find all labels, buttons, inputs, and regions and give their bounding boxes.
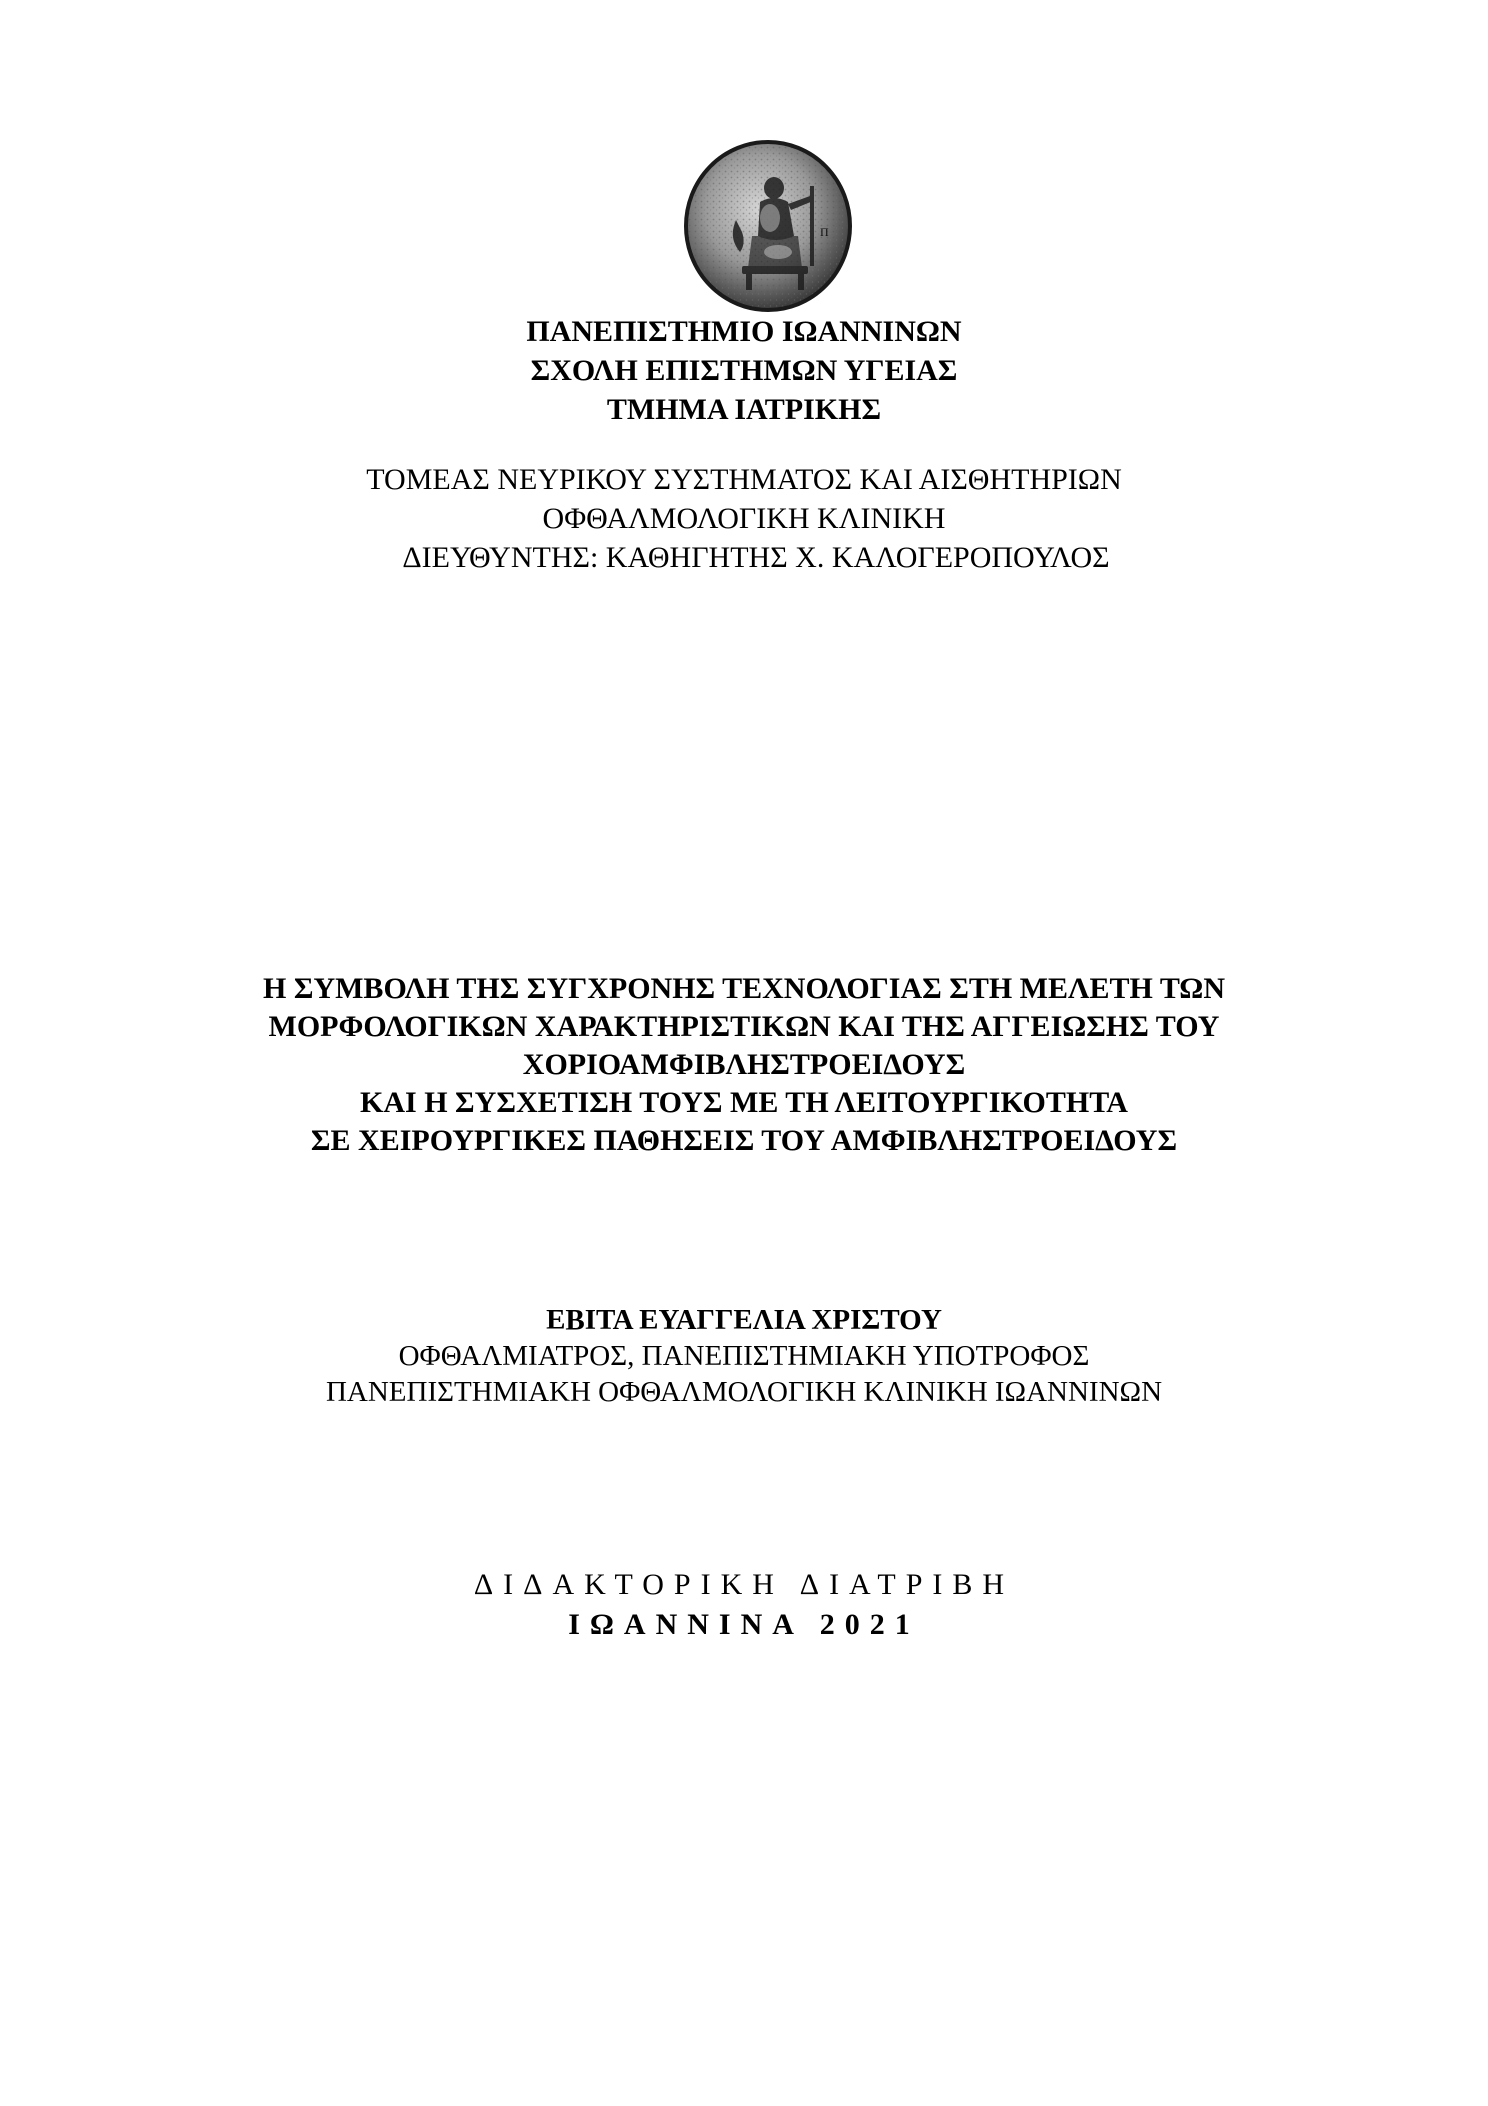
department-name: ΤΜΗΜΑ ΙΑΤΡΙΚΗΣ bbox=[606, 393, 882, 426]
thesis-title-line: ΜΟΡΦΟΛΟΓΙΚΩΝ ΧΑΡΑΚΤΗΡΙΣΤΙΚΩΝ ΚΑΙ ΤΗΣ ΑΓΓΕΙΩΣΗΣ ΤΟΥ bbox=[268, 1010, 1220, 1043]
thesis-title-line: ΣΕ ΧΕΙΡΟΥΡΓΙΚΕΣ ΠΑΘΗΣΕΙΣ ΤΟΥ ΑΜΦΙΒΛΗΣΤΡΟΕΙΔΟΥΣ bbox=[310, 1124, 1178, 1157]
author-block bbox=[0, 1302, 1488, 1410]
author-role: ΟΦΘΑΛΜΙΑΤΡΟΣ, ΠΑΝΕΠΙΣΤΗΜΙΑΚΗ ΥΠΟΤΡΟΦΟΣ bbox=[398, 1340, 1090, 1372]
author-affiliation: ΠΑΝΕΠΙΣΤΗΜΙΑΚΗ ΟΦΘΑΛΜΟΛΟΓΙΚΗ ΚΛΙΝΙΚΗ ΙΩΑΝΝΙΝΩΝ bbox=[325, 1376, 1163, 1408]
sector-name: ΤΟΜΕΑΣ ΝΕΥΡΙΚΟΥ ΣΥΣΤΗΜΑΤΟΣ ΚΑΙ ΑΙΣΘΗΤΗΡΙΩΝ bbox=[366, 463, 1122, 496]
thesis-title-line: Η ΣΥΜΒΟΛΗ ΤΗΣ ΣΥΓΧΡΟΝΗΣ ΤΕΧΝΟΛΟΓΙΑΣ ΣΤΗ ΜΕΛΕΤΗ ΤΩΝ bbox=[263, 972, 1225, 1005]
cover-footer bbox=[0, 1565, 1488, 1645]
university-header bbox=[0, 312, 1488, 429]
university-seal-icon bbox=[682, 140, 854, 312]
document-type: ΔΙΔΑΚΤΟΡΙΚΗ ΔΙΑΤΡΙΒΗ bbox=[473, 1568, 1015, 1601]
author-name: ΕΒΙΤΑ ΕΥΑΓΓΕΛΙΑ ΧΡΙΣΤΟΥ bbox=[546, 1304, 942, 1336]
thesis-title-line: ΧΟΡΙΟΑΜΦΙΒΛΗΣΤΡΟΕΙΔΟΥΣ bbox=[522, 1048, 966, 1081]
university-name: ΠΑΝΕΠΙΣΤΗΜΙΟ ΙΩΑΝΝΙΝΩΝ bbox=[526, 315, 962, 348]
school-name: ΣΧΟΛΗ ΕΠΙΣΤΗΜΩΝ ΥΓΕΙΑΣ bbox=[530, 354, 958, 387]
director-line: ΔΙΕΥΘΥΝΤΗΣ: ΚΑΘΗΓΗΤΗΣ Χ. ΚΑΛΟΓΕΡΟΠΟΥΛΟΣ bbox=[402, 541, 1110, 574]
thesis-title-line: ΚΑΙ Η ΣΥΣΧΕΤΙΣΗ ΤΟΥΣ ΜΕ ΤΗ ΛΕΙΤΟΥΡΓΙΚΟΤΗΤΑ bbox=[360, 1086, 1128, 1119]
clinic-name: ΟΦΘΑΛΜΟΛΟΓΙΚΗ ΚΛΙΝΙΚΗ bbox=[542, 502, 946, 535]
svg-text:Π: Π bbox=[820, 225, 829, 239]
thesis-title bbox=[0, 970, 1488, 1160]
sector-header bbox=[0, 460, 1488, 577]
place-year: ΙΩΑΝΝΙΝΑ 2021 bbox=[568, 1608, 920, 1641]
